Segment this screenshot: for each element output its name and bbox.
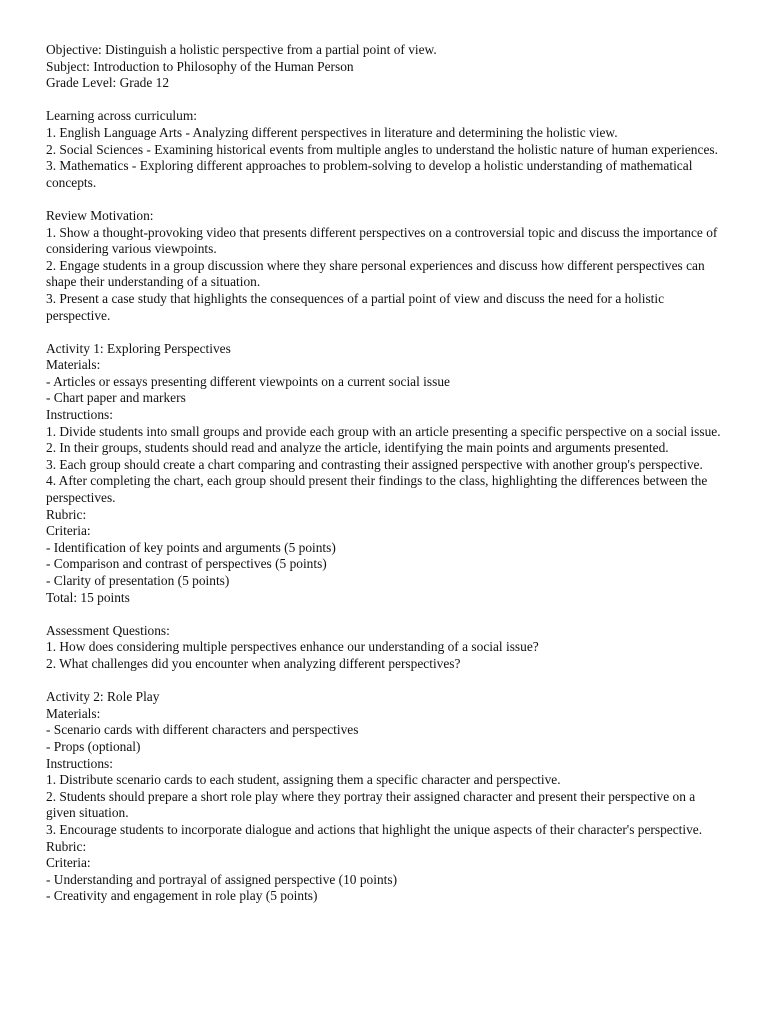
list-item: 3. Mathematics - Exploring different approaches to problem-solving to develop a holistic understanding of mathematical concepts. xyxy=(46,158,693,190)
subject-line: Subject: Introduction to Philosophy of the Human Person xyxy=(46,58,354,74)
section-spacer xyxy=(46,606,726,623)
section-spacer xyxy=(46,324,726,341)
section-spacer xyxy=(46,191,726,208)
materials-label: Materials: xyxy=(46,357,101,373)
list-item: 1. Show a thought-provoking video that presents different perspectives on a controversial topic and discuss the importance of considering various viewpoints. xyxy=(46,224,718,257)
rubric-label: Rubric: xyxy=(46,838,87,854)
instruction-item: 3. Encourage students to incorporate dialogue and actions that highlight the unique aspects of their character's perspective. xyxy=(46,821,703,837)
header-section xyxy=(46,42,726,92)
rubric-total: Total: 15 points xyxy=(46,589,130,605)
instruction-item: 3. Each group should create a chart comparing and contrasting their assigned perspective with another group's perspective. xyxy=(46,456,703,472)
list-item: 1. English Language Arts - Analyzing different perspectives in literature and determining the holistic view. xyxy=(46,124,618,140)
activity-title: Activity 1: Exploring Perspectives xyxy=(46,340,231,356)
criteria-item: - Clarity of presentation (5 points) xyxy=(46,573,230,588)
criteria-item: - Comparison and contrast of perspectives (5 points) xyxy=(46,556,327,572)
materials-item: - Chart paper and markers xyxy=(46,390,186,406)
instructions-label: Instructions: xyxy=(46,755,113,771)
section-heading: Assessment Questions: xyxy=(46,622,170,638)
list-item: 2. Engage students in a group discussion where they share personal experiences and discuss how different perspectives can shape their understanding of a situation. xyxy=(46,257,705,290)
assessment-questions-section xyxy=(46,623,726,673)
activity-title: Activity 2: Role Play xyxy=(46,689,160,705)
materials-item: - Articles or essays presenting different viewpoints on a current social issue xyxy=(46,373,450,389)
grade-level-line: Grade Level: Grade 12 xyxy=(46,75,170,91)
instruction-item: 2. In their groups, students should read and analyze the article, identifying the main points and arguments presented. xyxy=(46,440,669,456)
criteria-label: Criteria: xyxy=(46,523,91,539)
section-spacer xyxy=(46,673,726,690)
criteria-label: Criteria: xyxy=(46,855,91,871)
lesson-plan-document xyxy=(46,42,726,905)
criteria-item: - Creativity and engagement in role play (5 points) xyxy=(46,888,318,904)
question-item: 1. How does considering multiple perspectives enhance our understanding of a social issue? xyxy=(46,639,539,655)
learning-across-curriculum-section xyxy=(46,108,726,191)
objective-line: Objective: Distinguish a holistic perspective from a partial point of view. xyxy=(46,42,437,57)
activity-2-section xyxy=(46,689,726,905)
review-motivation-section xyxy=(46,208,726,324)
materials-item: - Props (optional) xyxy=(46,738,141,754)
section-heading: Review Motivation: xyxy=(46,207,154,223)
instruction-item: 1. Divide students into small groups and provide each group with an article presenting a specific perspective on a social issue. xyxy=(46,423,721,439)
list-item: 2. Social Sciences - Examining historical events from multiple angles to understand the holistic nature of human experiences. xyxy=(46,141,718,157)
materials-item: - Scenario cards with different characters and perspectives xyxy=(46,722,359,738)
instruction-item: 1. Distribute scenario cards to each student, assigning them a specific character and perspective. xyxy=(46,772,561,788)
question-item: 2. What challenges did you encounter when analyzing different perspectives? xyxy=(46,655,461,671)
criteria-item: - Identification of key points and arguments (5 points) xyxy=(46,539,336,555)
activity-1-section xyxy=(46,341,726,607)
section-spacer xyxy=(46,92,726,109)
instruction-item: 2. Students should prepare a short role play where they portray their assigned character and present their perspective on a given situation. xyxy=(46,788,696,821)
materials-label: Materials: xyxy=(46,705,101,721)
rubric-label: Rubric: xyxy=(46,506,87,522)
section-heading: Learning across curriculum: xyxy=(46,108,197,124)
instruction-item: 4. After completing the chart, each group should present their findings to the class, highlighting the differences between the perspectives. xyxy=(46,473,708,506)
criteria-item: - Understanding and portrayal of assigned perspective (10 points) xyxy=(46,871,398,887)
instructions-label: Instructions: xyxy=(46,407,113,423)
list-item: 3. Present a case study that highlights the consequences of a partial point of view and discuss the need for a holistic perspective. xyxy=(46,290,665,323)
